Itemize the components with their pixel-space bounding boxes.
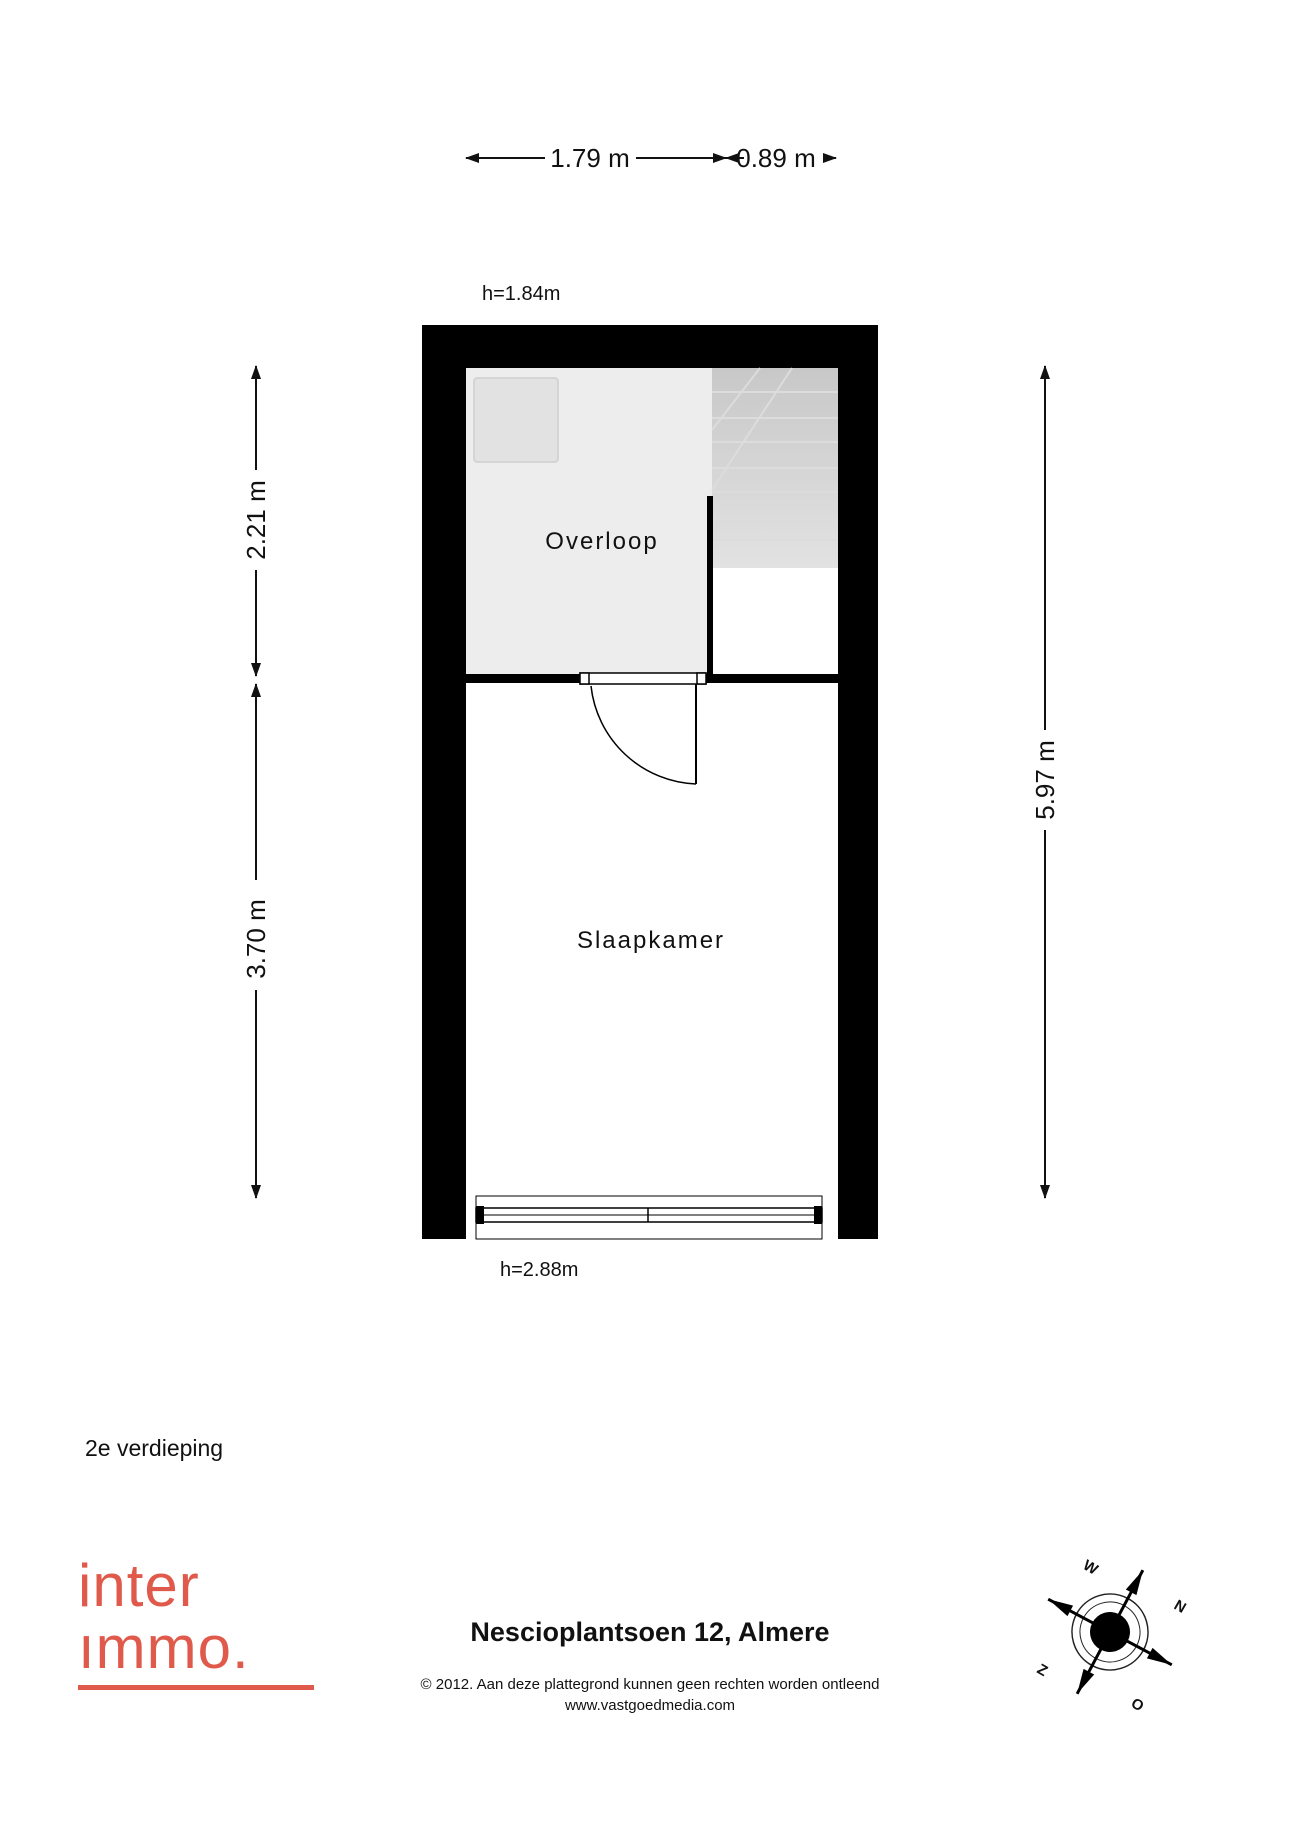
stair-railing — [707, 496, 713, 676]
height-label-bottom: h=2.88m — [500, 1259, 579, 1281]
cabinet — [474, 378, 558, 462]
left-dimension — [241, 366, 271, 1198]
top-dimension — [466, 143, 836, 173]
compass-letter-n: N — [1171, 1596, 1189, 1617]
dimension-height-bedroom: 3.70 m — [241, 899, 271, 979]
internal-wall — [466, 673, 838, 684]
dimension-width-landing: 1.79 m — [550, 143, 630, 173]
logo-line-2: ımmo. — [78, 1614, 250, 1681]
dimension-height-landing: 2.21 m — [241, 480, 271, 560]
dimension-width-stairs: 0.89 m — [736, 143, 816, 173]
right-dimension — [1030, 366, 1060, 1198]
website-link[interactable]: www.vastgoedmedia.com — [564, 1697, 736, 1714]
copyright-notice: © 2012. Aan deze plattegrond kunnen geen rechten worden ontleend — [420, 1676, 880, 1693]
floor-label: 2e verdieping — [85, 1435, 224, 1461]
room-label-bedroom: Slaapkamer — [576, 927, 726, 954]
compass-letter-w: W — [1080, 1556, 1101, 1579]
staircase — [712, 368, 838, 674]
room-label-landing: Overloop — [545, 528, 659, 555]
window — [476, 1196, 822, 1239]
logo-line-1: inter — [78, 1552, 200, 1619]
compass-letter-o: O — [1128, 1694, 1147, 1716]
height-label-top: h=1.84m — [482, 283, 561, 305]
property-address: Nescioplantsoen 12, Almere — [470, 1617, 830, 1647]
compass-letter-z: Z — [1034, 1660, 1051, 1681]
dimension-total-length: 5.97 m — [1030, 740, 1060, 820]
